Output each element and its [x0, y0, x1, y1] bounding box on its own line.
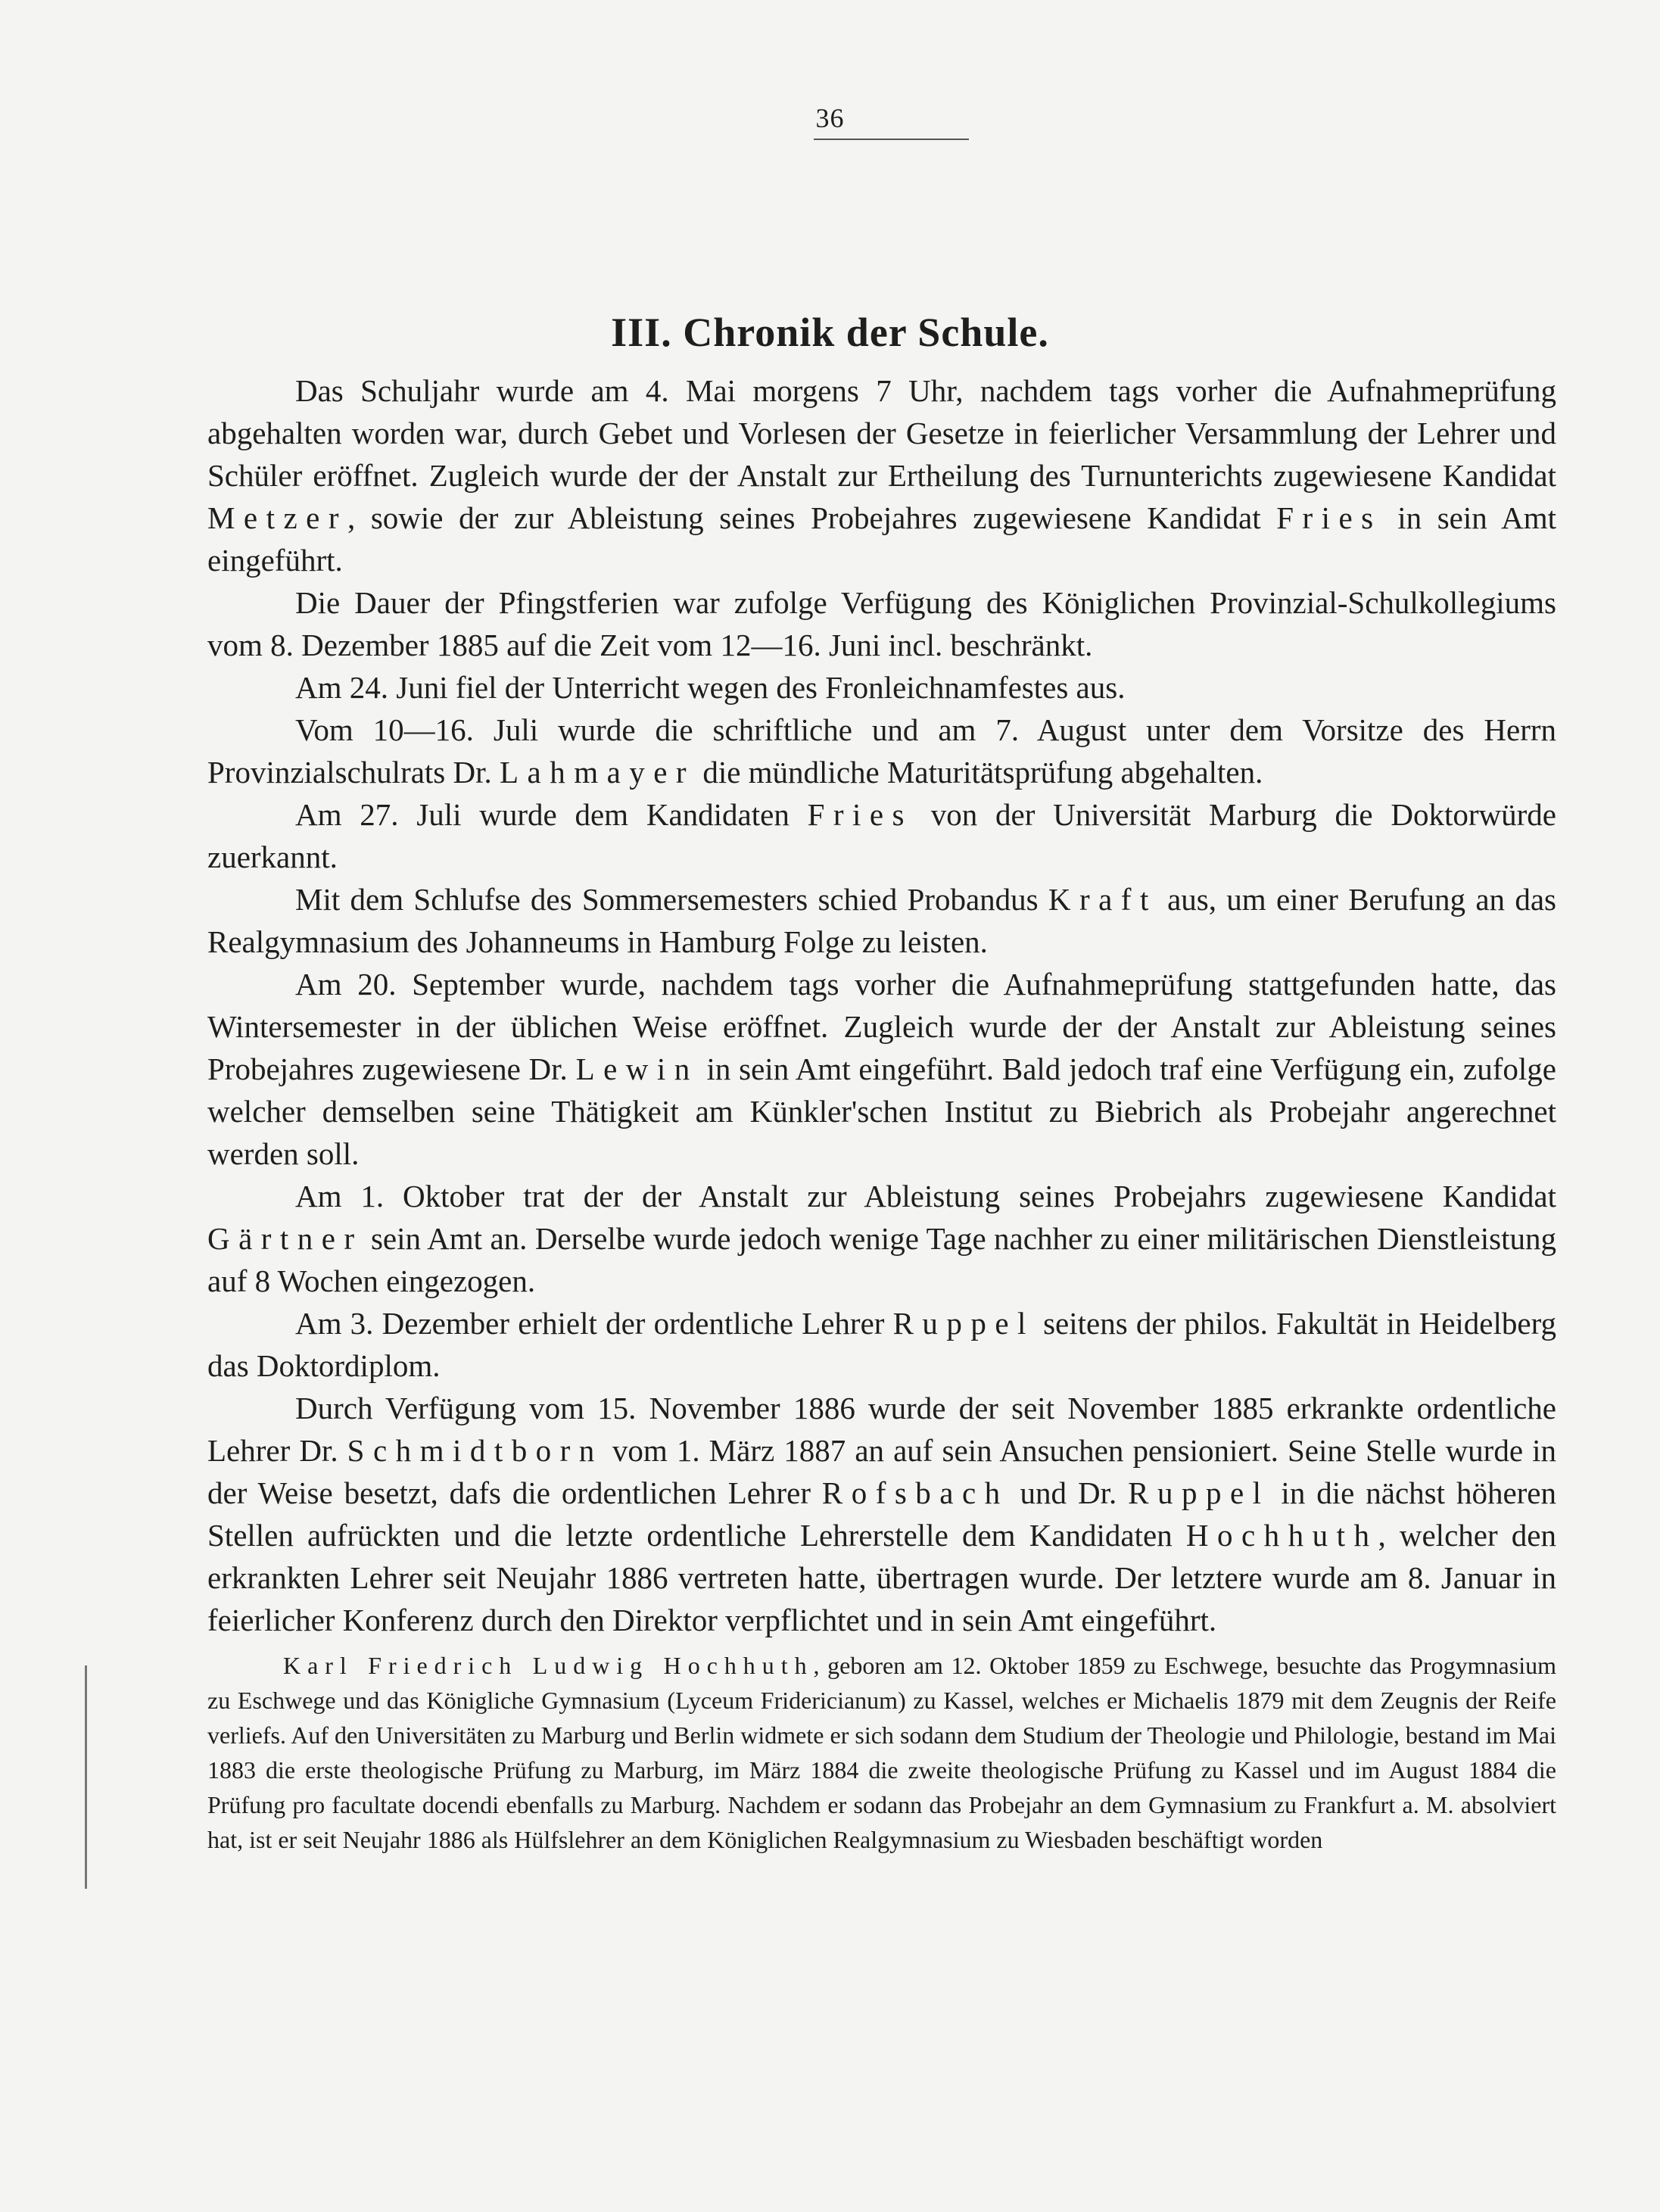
paragraph-pentecost-holidays [207, 581, 1556, 666]
person-name-fries: Fries [807, 797, 913, 832]
paragraph-ruppel-diploma [207, 1302, 1556, 1387]
text-segment: in sein Amt eingeführt. Bald jedoch traf eine Verfügung ein, zufolge welcher demselben seine Thätigkeit am Künkler'schen Institut zu Biebrich als Probejahr angerechnet werden soll. [207, 1051, 1556, 1171]
biography-footnote [207, 1648, 1556, 1857]
footnote-paragraph [207, 1648, 1556, 1857]
person-name-gaertner: Gärtner [207, 1221, 363, 1256]
text-segment: von der Universität Marburg die Doktorwürde zuerkannt. [207, 797, 1556, 874]
scan-edge-mark [85, 1665, 87, 1889]
paragraph-gaertner [207, 1175, 1556, 1302]
person-name-schmidtborn: Schmidtborn [347, 1433, 603, 1468]
text-segment: vom 1. März 1887 an auf sein Ansuchen pensioniert. Seine Stelle wurde in der Weise besetzt, dafs die ordentlichen Lehrer [207, 1433, 1556, 1510]
text-segment: Das Schuljahr wurde am 4. Mai morgens 7 Uhr, nachdem tags vorher die Aufnahmeprüfung abgehalten worden war, durch Gebet und Vorlesen der Gesetze in feierlicher Versammlung der Lehrer und Schüler eröffnet. Zugleich wurde der der Anstalt zur Ertheilung des Turnunterichts zugewiesene Kandidat [207, 373, 1556, 493]
person-name-lewin: Lewin [575, 1051, 699, 1086]
text-segment: in sein Amt eingeführt. [207, 500, 1556, 578]
paragraph-maturity-exam [207, 709, 1556, 793]
person-name-fries: Fries [1276, 500, 1382, 535]
text-segment: die mündliche Maturitätsprüfung abgehalten. [695, 755, 1263, 790]
paragraph-winter-semester [207, 963, 1556, 1175]
person-name-metzer: Metzer [207, 500, 347, 535]
text-segment: Am 3. Dezember erhielt der ordentliche Lehrer [295, 1306, 893, 1341]
text-segment: , sowie der zur Ableistung seines Probejahres zugewiesene Kandidat [347, 500, 1277, 535]
text-segment: seitens der philos. Fakultät in Heidelberg das Doktordiplom. [207, 1306, 1556, 1383]
person-name-hochhuth: Hochhuth [1185, 1518, 1378, 1553]
paragraph-school-year-opening [207, 369, 1556, 581]
paragraph-kraft-departure [207, 878, 1556, 963]
person-name-kraft: Kraft [1048, 882, 1157, 917]
text-segment: und Dr. [1008, 1475, 1129, 1510]
text-segment: Die Dauer der Pfingstferien war zufolge Verfügung des Königlichen Provinzial-Schulkollegiums vom 8. Dezember 1885 auf die Zeit vom 12—16. Juni incl. beschränkt. [207, 585, 1556, 662]
text-segment: Am 27. Juli wurde dem Kandidaten [295, 797, 808, 832]
page-number-rule [814, 139, 969, 140]
chapter-heading: III. Chronik der Schule. [611, 310, 1049, 356]
paragraph-corpus-christi [207, 666, 1556, 709]
paragraph-doctorate-fries [207, 793, 1556, 878]
text-segment: Durch Verfügung vom 15. November 1886 wurde der seit November 1885 erkrankte ordentliche Lehrer Dr. [207, 1391, 1556, 1468]
text-segment: in die nächst höheren Stellen aufrückten und die letzte ordentliche Lehrerstelle dem Kandidaten [207, 1475, 1556, 1553]
paragraph-staff-changes [207, 1387, 1556, 1641]
text-segment: Am 24. Juni fiel der Unterricht wegen des Fronleichnamfestes aus. [295, 670, 1126, 705]
person-name-rossbach: Rofsbach [821, 1475, 1009, 1510]
chronicle-body [207, 369, 1556, 1641]
text-segment: Am 20. September wurde, nachdem tags vorher die Aufnahmeprüfung stattgefunden hatte, das Wintersemester in der üblichen Weise eröffnet. Zugleich wurde der der Anstalt zur Ableistung seines Probejahres zugewiesene Dr. [207, 967, 1556, 1086]
person-name-ruppel: Ruppel [1128, 1475, 1270, 1510]
text-segment: sein Amt an. Derselbe wurde jedoch wenige Tage nachher zu einer militärischen Dienstleistung auf 8 Wochen eingezogen. [207, 1221, 1556, 1298]
person-name-lahmayer: Lahmayer [500, 755, 696, 790]
person-name-full-hochhuth: Karl Friedrich Ludwig Hochhuth [283, 1652, 814, 1679]
text-segment: , geboren am 12. Oktober 1859 zu Eschwege, besuchte das Progymnasium zu Eschwege und das Königliche Gymnasium (Lyceum Fridericianum) zu Kassel, welches er Michaelis 1879 mit dem Zeugnis der Reife verliefs. Auf den Universitäten zu Marburg und Berlin widmete er sich sodann dem Studium der Theologie und Philologie, bestand im Mai 1883 die erste theologische Prüfung zu Marburg, im März 1884 die zweite theologische Prüfung zu Kassel und im August 1884 die Prüfung pro facultate docendi ebenfalls zu Marburg. Nachdem er sodann das Probejahr an dem Gymnasium zu Frankfurt a. M. absolviert hat, ist er seit Neujahr 1886 als Hülfslehrer an dem Königlichen Realgymnasium zu Wiesbaden beschäftigt worden [207, 1652, 1556, 1853]
text-segment: , welcher den erkrankten Lehrer seit Neujahr 1886 vertreten hatte, übertragen wurde. Der letztere wurde am 8. Januar in feierlicher Konferenz durch den Direktor verpflichtet und in sein Amt eingeführt. [207, 1518, 1556, 1637]
person-name-ruppel: Ruppel [892, 1306, 1035, 1341]
text-segment: Vom 10—16. Juli wurde die schriftliche und am 7. August unter dem Vorsitze des Herrn Provinzialschulrats Dr. [207, 712, 1556, 790]
page-number: 36 [815, 103, 845, 133]
text-segment: aus, um einer Berufung an das Realgymnasium des Johanneums in Hamburg Folge zu leisten. [207, 882, 1556, 959]
text-segment: Mit dem Schlufse des Sommersemesters schied Probandus [295, 882, 1048, 917]
text-segment: Am 1. Oktober trat der der Anstalt zur Ableistung seines Probejahrs zugewiesene Kandidat [295, 1179, 1556, 1213]
